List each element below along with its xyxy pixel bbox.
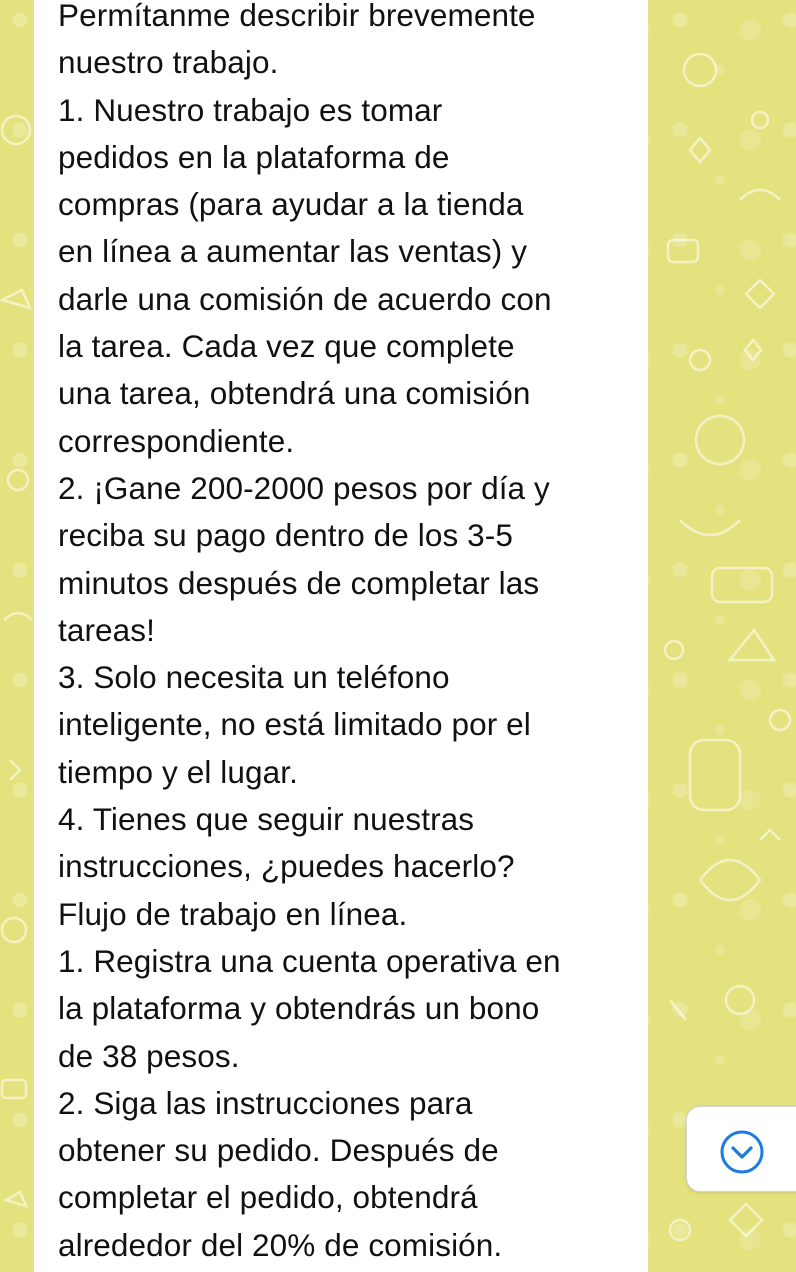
message-bubble xyxy=(34,0,648,1272)
chevron-down-circle-icon xyxy=(719,1129,765,1175)
scroll-to-bottom-button[interactable] xyxy=(686,1106,796,1192)
message-text: Permítanme describir brevemente nuestro trabajo. 1. Nuestro trabajo es tomar pedidos en la plataforma de compras (para ayudar a la tienda en línea a aumentar las ventas) y darle una comisión de acuerdo con la tarea. Cada vez que complete una tarea, obtendrá una comisión correspondiente. 2. ¡Gane 200-2000 pesos por día y reciba su pago dentro de los 3-5 minutos después de completar las tareas! 3. Solo necesita un teléfono inteligente, no está limitado por el tiempo y el lugar. 4. Tienes que seguir nuestras instrucciones, ¿puedes hacerlo? Flujo de trabajo en línea. 1. Registra una cuenta operativa en la plataforma y obtendrás un bono de 38 pesos. 2. Siga las instrucciones para obtener su pedido. Después de completar el pedido, obtendrá alrededor del 20% de comisión. xyxy=(58,0,561,1263)
